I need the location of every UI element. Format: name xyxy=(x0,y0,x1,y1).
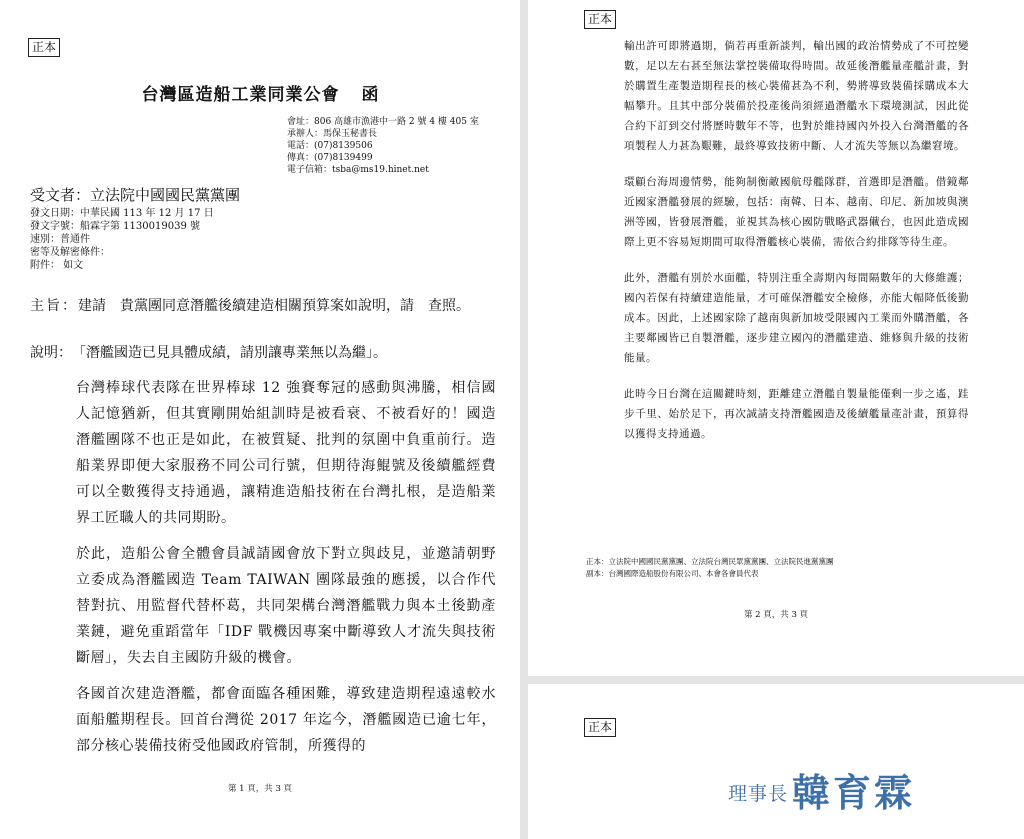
original-copy-stamp: 正本 xyxy=(584,10,616,29)
original-copy-stamp: 正本 xyxy=(28,38,60,57)
document-page-2 xyxy=(528,0,1024,676)
original-recipients: 正本：立法院中國國民黨黨團、立法院台灣民眾黨黨團、立法院民進黨黨團 xyxy=(586,557,834,566)
signature-name: 韓育霖 xyxy=(792,770,916,815)
body-paragraph: 此時今日台灣在這關鍵時刻，距離建立潛艦自製量能僅剩一步之遙，跬步千里、始於足下，再次誠請支持潛艦國造及後續艦量產計畫，預算得以獲得支持通過。 xyxy=(624,388,969,440)
contact-fax: 傳真：(07)8139499 xyxy=(287,153,373,163)
explanation-heading: 「潛艦國造已見具體成績，請別讓專業無以為繼」。 xyxy=(72,345,387,361)
subject-label: 主旨： xyxy=(30,298,78,314)
body-paragraphs xyxy=(624,36,969,444)
distribution-list xyxy=(586,556,834,580)
body-paragraph: 於此，造船公會全體會員誠請國會放下對立與歧見，並邀請朝野立委成為潛艦國造 Team TAIWAN 團隊最強的應援，以合作代替對抗、用監督代替杯葛，共同架構台灣潛艦戰力與本土後勤產業鏈，避免重蹈當年「IDF 戰機因專案中斷導致人才流失與技術斷層」，失去自主國防升級的機會。 xyxy=(76,546,496,666)
body-paragraph: 此外，潛艦有別於水面艦，特別注重全壽期內每間隔數年的大修維護；國內若保有持續建造能量，才可確保潛艦安全檢修，亦能大幅降低後勤成本。因此，上述國家除了越南與新加坡受限國內工業而外購潛艦，各主要鄰國皆已自製潛艦，逐步建立國內的潛艦建造、維修與升級的技術能量。 xyxy=(624,272,969,364)
letterhead xyxy=(0,80,520,105)
chairman-signature-seal xyxy=(728,762,915,817)
signature-title: 理事長 xyxy=(728,783,789,805)
explanation-row xyxy=(30,341,500,365)
body-paragraphs xyxy=(76,375,496,759)
recipient: 受文者：立法院中國國民黨黨團 xyxy=(30,186,241,204)
explanation-label: 說明： xyxy=(30,345,72,361)
page-number: 第 2 頁，共 3 頁 xyxy=(743,610,809,620)
urgency: 速別：普通件 xyxy=(30,234,90,245)
organization-title: 台灣區造船工業同業公會 xyxy=(141,85,340,105)
attachment: 附件： 如文 xyxy=(30,260,84,271)
issue-date: 發文日期：中華民國 113 年 12 月 17 日 xyxy=(30,208,214,219)
body-paragraph: 環顧台海周邊情勢，能夠制衡敵國航母艦隊群，首選即是潛艦。借鏡鄰近國家潛艦發展的經驗，包括：南韓、日本、越南、印尼、新加坡與澳洲等國，皆發展潛艦，並視其為核心國防戰略武器儎台，也因此造成國際上更不容易短期間可取得潛艦核心裝備，需依合約排隊等待生產。 xyxy=(624,176,969,248)
subject-text: 建請 貴黨團同意潛艦後續建造相關預算案如說明，請 查照。 xyxy=(78,298,470,314)
original-copy-stamp: 正本 xyxy=(584,718,616,737)
document-page-3 xyxy=(528,684,1024,839)
document-meta xyxy=(30,207,214,272)
copy-recipients: 副本：台灣國際造船股份有限公司、本會各會員代表 xyxy=(586,569,759,578)
contact-phone: 電話：(07)8139506 xyxy=(287,141,373,151)
subject-row xyxy=(30,294,500,318)
body-paragraph: 各國首次建造潛艦，都會面臨各種困難，導致建造期程遠遠較水面船艦期程長。回首台灣從 2017 年迄今，潛艦國造已逾七年，部分核心裝備技術受他國政府管制，所獲得的 xyxy=(76,686,496,754)
document-number: 發文字號：船霖字第 1130019039 號 xyxy=(30,221,200,232)
contact-email: 電子信箱：tsba@ms19.hinet.net xyxy=(287,165,429,175)
document-type: 函 xyxy=(361,85,379,105)
contact-block xyxy=(287,116,479,176)
classification: 密等及解密條件： xyxy=(30,247,110,258)
contact-address: 會址：806 高雄市漁港中一路 2 號 4 樓 405 室 xyxy=(287,117,479,127)
body-paragraph: 輸出許可即將過期，倘若再重新談判，輸出國的政治情勢成了不可控變數，足以左右甚至無法掌控裝備取得時間。故延後潛艦量產艦計畫，對於購置生產製造期程長的核心裝備甚為不利，勢將導致裝備採購成本大幅攀升。且其中部分裝備於投產後尚須經過潛艦水下環境測試，因此從合約下訂到交付將歷時數年不等，也對於維持國內外投入台灣潛艦的各項製程人力甚為艱難，最終導致技術中斷、人才流失等無以為繼窘境。 xyxy=(624,40,969,152)
body-paragraph: 台灣棒球代表隊在世界棒球 12 強賽奪冠的感動與沸騰，相信國人記憶猶新，但其實剛開始組訓時是被看衰、不被看好的！國造潛艦團隊不也正是如此，在被質疑、批判的氛圍中負重前行。造船業界即便大家服務不同公司行號，但期待海鯤號及後續艦經費可以全數獲得支持通過，讓精進造船技術在台灣扎根，是造船業界工匠職人的共同期盼。 xyxy=(76,380,496,526)
contact-person: 承辦人：馬保玉秘書長 xyxy=(287,129,378,139)
page-number: 第 1 頁，共 3 頁 xyxy=(227,784,293,794)
